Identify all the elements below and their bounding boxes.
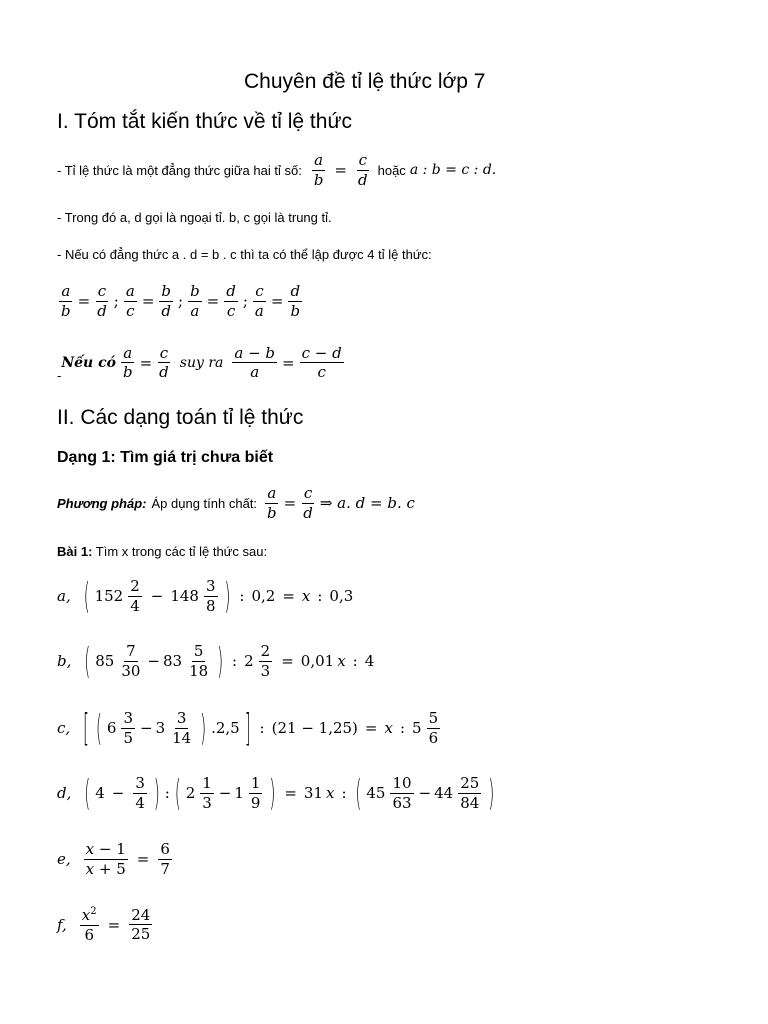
definition-text: - Tỉ lệ thức là một đẳng thức giữa hai tỉ số: <box>57 162 302 178</box>
if-word: Nếu có <box>61 354 116 371</box>
method-line <box>57 482 415 524</box>
dang-1-heading: Dạng 1: Tìm giá trị chưa biết <box>57 449 274 466</box>
bai-1-label: Bài 1: <box>57 544 93 559</box>
exercise-b: b, ( 85 $\frac{7}{30}$ − 83 $\frac{5}{18}$ ) : 2 $\frac{2}{3}$ = 0,01 x : 4 <box>57 639 375 683</box>
label-d: d, <box>57 784 72 802</box>
method-result: ⇒ a. d = b. c <box>319 494 415 512</box>
exercise-a: a, ( 152 $\frac{2}{4}$ − 148 $\frac{3}{8}$ ) : 0,2 = x : 0,3 <box>57 574 354 618</box>
bai-1-text: Tìm x trong các tỉ lệ thức sau: <box>95 544 268 559</box>
derived-dash: - <box>57 368 62 383</box>
definition-formula: $\frac{a}{b}$ = $\frac{c}{d}$ <box>313 151 368 189</box>
bai-1-line <box>57 544 267 559</box>
label-f: f, <box>57 915 67 934</box>
four-proportions-formula: $\frac{a}{b}$ = $\frac{c}{d}$ ; $\frac{a}{c}$ = $\frac{b}{d}$ ; $\frac{b}{a}$ = $\frac{d}{c}$ ; $\frac{c}{a}$ = $\frac{d}{b}$ <box>61 282 301 320</box>
label-a: a, <box>57 587 71 605</box>
label-e: e, <box>57 850 71 868</box>
label-b: b, <box>57 652 72 670</box>
method-text: Áp dụng tính chất: <box>151 495 258 511</box>
method-formula: $\frac{a}{b}$ = $\frac{c}{d}$ ⇒ a. d = b. c <box>267 484 415 522</box>
derived-formula: Nếu có $\frac{a}{b}$ = $\frac{c}{d}$ suy ra $\frac{a - b}{a}$ = $\frac{c - d}{c}$ <box>61 343 342 381</box>
exercise-f: f, $\frac{x^2}{6}$ = $\frac{24}{25}$ <box>57 905 151 944</box>
exercise-d: d, ( 4 − $\frac{3}{4}$ ) : ( 2 $\frac{1}{3}$ − 1 $\frac{1}{9}$ ) = 31 x : ( 45 $\frac{10}{63}$ − 44 $\frac{25}{84}$ ) <box>57 771 495 815</box>
derived-property-line <box>57 342 346 383</box>
exercise-e: e, $\frac{x - 1}{x + 5}$ = $\frac{6}{7}$ <box>57 840 170 878</box>
terms-line: - Trong đó a, d gọi là ngoại tỉ. b, c gọi là trung tỉ. <box>57 210 332 225</box>
page-title: Chuyên đề tỉ lệ thức lớp 7 <box>244 70 486 93</box>
colon-form: a : b = c : d. <box>409 162 497 178</box>
exercise-c: c, [ ( 6 $\frac{3}{5}$ − 3 $\frac{3}{14}$ ) .2,5 ] : (21 − 1,25) = x : 5 $\frac{5}{6}$ <box>57 705 439 751</box>
implies-word: suy ra <box>179 354 224 371</box>
definition-line <box>57 150 496 190</box>
or-word: hoặc <box>377 162 406 178</box>
label-c: c, <box>57 719 71 737</box>
section-1-heading: I. Tóm tắt kiến thức về tỉ lệ thức <box>57 110 353 133</box>
four-proportions-line: - Nếu có đẳng thức a . d = b . c thì ta có thể lập được 4 tỉ lệ thức: <box>57 247 432 262</box>
section-2-heading: II. Các dạng toán tỉ lệ thức <box>57 406 304 429</box>
method-label: Phương pháp: <box>57 495 147 511</box>
